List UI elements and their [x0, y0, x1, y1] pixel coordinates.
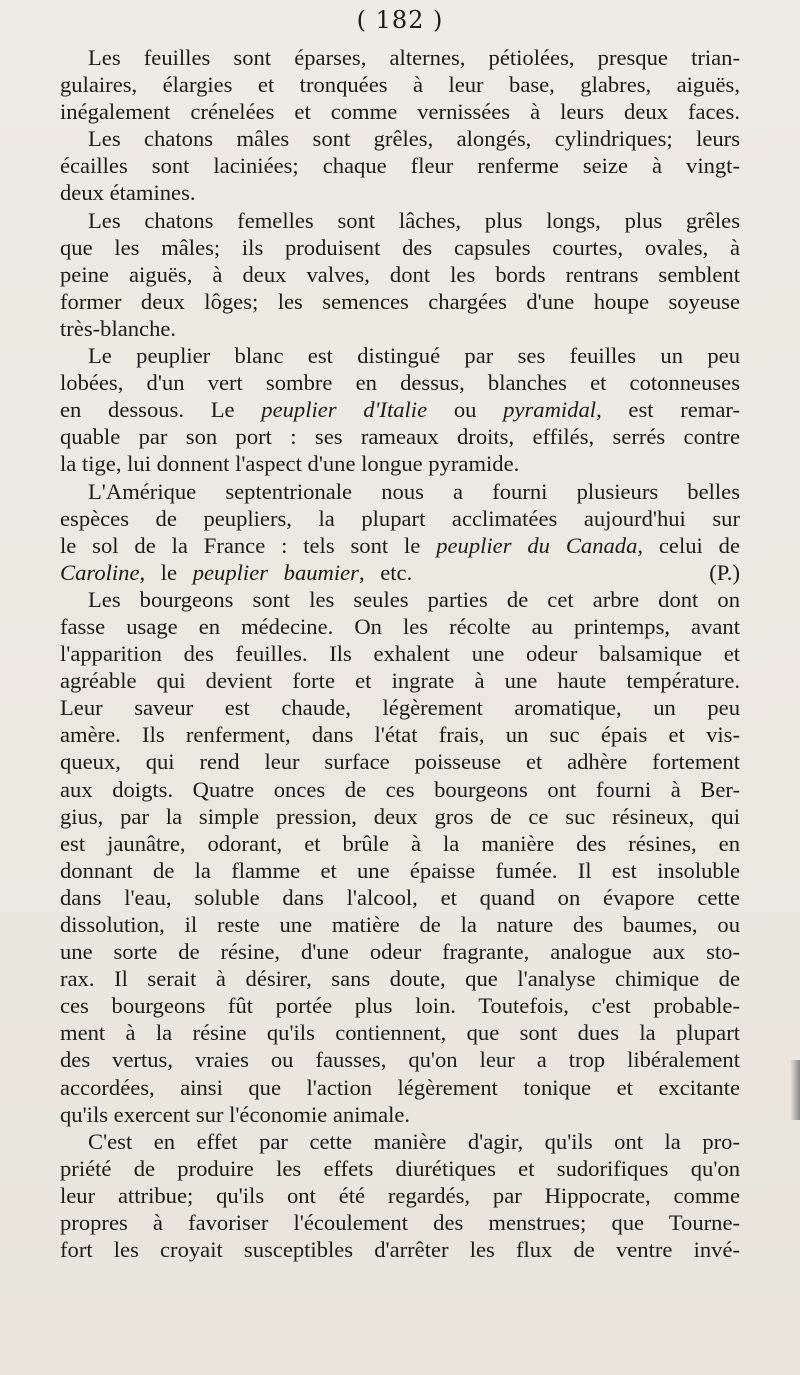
- text-line: est jaunâtre, odorant, et brûle à la manière des résines, en: [60, 830, 740, 856]
- text-line: fasse usage en médecine. On les récolte au printemps, avant: [60, 613, 740, 639]
- text-line: ment à la résine qu'ils contiennent, que sont dues la plupart: [60, 1020, 740, 1046]
- text-line: Les chatons mâles sont grêles, alongés, cylindriques; leurs: [88, 126, 740, 152]
- text-line: écailles sont laciniées; chaque fleur renferme seize à vingt-: [60, 153, 740, 179]
- text-line: Le peuplier blanc est distingué par ses feuilles un peu: [88, 343, 740, 369]
- text-line: Les feuilles sont éparses, alternes, pétiolées, presque trian-: [88, 45, 740, 70]
- text-line: fort les croyait susceptibles d'arrêter les flux de ventre invé-: [60, 1237, 740, 1263]
- text-line: peine aiguës, à deux valves, dont les bords rentrans semblent: [60, 261, 740, 287]
- text-line: des vertus, vraies ou fausses, qu'on leur a trop libéralement: [60, 1047, 740, 1073]
- text-line: ces bourgeons fût portée plus loin. Toutefois, c'est probable-: [60, 993, 740, 1019]
- text-line: rax. Il serait à désirer, sans doute, que l'analyse chimique de: [60, 966, 740, 992]
- text-line: propres à favoriser l'écoulement des menstrues; que Tourne-: [60, 1210, 740, 1236]
- text-line: aux doigts. Quatre onces de ces bourgeons ont fourni à Ber-: [60, 776, 740, 802]
- text-line: le sol de la France : tels sont le peuplier du Canada, celui de: [60, 532, 741, 558]
- text-line: former deux lôges; les semences chargées d'une houpe soyeuse: [60, 288, 740, 314]
- text-line: la tige, lui donnent l'aspect d'une longue pyramide.: [60, 451, 520, 477]
- text-line: gulaires, élargies et tronquées à leur base, glabres, aiguës,: [60, 72, 740, 98]
- text-line: une sorte de résine, d'une odeur fragrante, analogue aux sto-: [60, 939, 740, 965]
- text-line: accordées, ainsi que l'action légèrement tonique et excitante: [60, 1074, 740, 1100]
- text-line: queux, qui rend leur surface poisseuse et adhère fortement: [60, 749, 740, 775]
- text-line: que les mâles; ils produisent des capsules courtes, ovales, à: [60, 234, 740, 260]
- text-line: Les bourgeons sont les seules parties de cet arbre dont on: [88, 586, 740, 612]
- text-line: espèces de peupliers, la plupart acclimatées aujourd'hui sur: [60, 505, 740, 531]
- text-line: C'est en effet par cette manière d'agir, qu'ils ont la pro-: [88, 1128, 740, 1154]
- text-line: Caroline, le peuplier baumier, etc. (P.): [60, 559, 740, 585]
- text-line: Leur saveur est chaude, légèrement aromatique, un peu: [60, 695, 740, 721]
- text-line: dans l'eau, soluble dans l'alcool, et quand on évapore cette: [60, 884, 740, 910]
- text-line: lobées, d'un vert sombre en dessus, blanches et cotonneuses: [60, 370, 740, 396]
- text-line: amère. Ils renferment, dans l'état frais, un suc épais et vis-: [60, 722, 740, 748]
- text-line: dissolution, il reste une matière de la nature des baumes, ou: [60, 912, 740, 937]
- page-edge-shadow: [790, 1060, 800, 1120]
- body-text: [60, 44, 740, 1263]
- text-line: donnant de la flamme et une épaisse fumée. Il est insoluble: [60, 857, 740, 883]
- text-line: qu'ils exercent sur l'économie animale.: [60, 1101, 411, 1127]
- text-line: quable par son port : ses rameaux droits, effilés, serrés contre: [60, 424, 740, 450]
- text-line: inégalement crénelées et comme vernissées à leurs deux faces.: [60, 99, 740, 125]
- text-line: agréable qui devient forte et ingrate à une haute température.: [60, 668, 740, 694]
- text-line: leur attribue; qu'ils ont été regardés, par Hippocrate, comme: [60, 1182, 740, 1208]
- text-line: Les chatons femelles sont lâches, plus longs, plus grêles: [88, 207, 740, 233]
- text-line: très-blanche.: [60, 315, 177, 341]
- text-line: l'apparition des feuilles. Ils exhalent une odeur balsamique et: [60, 641, 740, 667]
- text-line: deux étamines.: [60, 180, 196, 206]
- text-line: priété de produire les effets diurétiques et sudorifiques qu'on: [60, 1155, 740, 1181]
- page-number: ( 182 ): [356, 6, 444, 34]
- text-line: en dessous. Le peuplier d'Italie ou pyramidal, est remar-: [60, 397, 741, 423]
- text-line: L'Amérique septentrionale nous a fourni plusieurs belles: [88, 478, 740, 504]
- text-line: gius, par la simple pression, deux gros de ce suc résineux, qui: [60, 803, 740, 829]
